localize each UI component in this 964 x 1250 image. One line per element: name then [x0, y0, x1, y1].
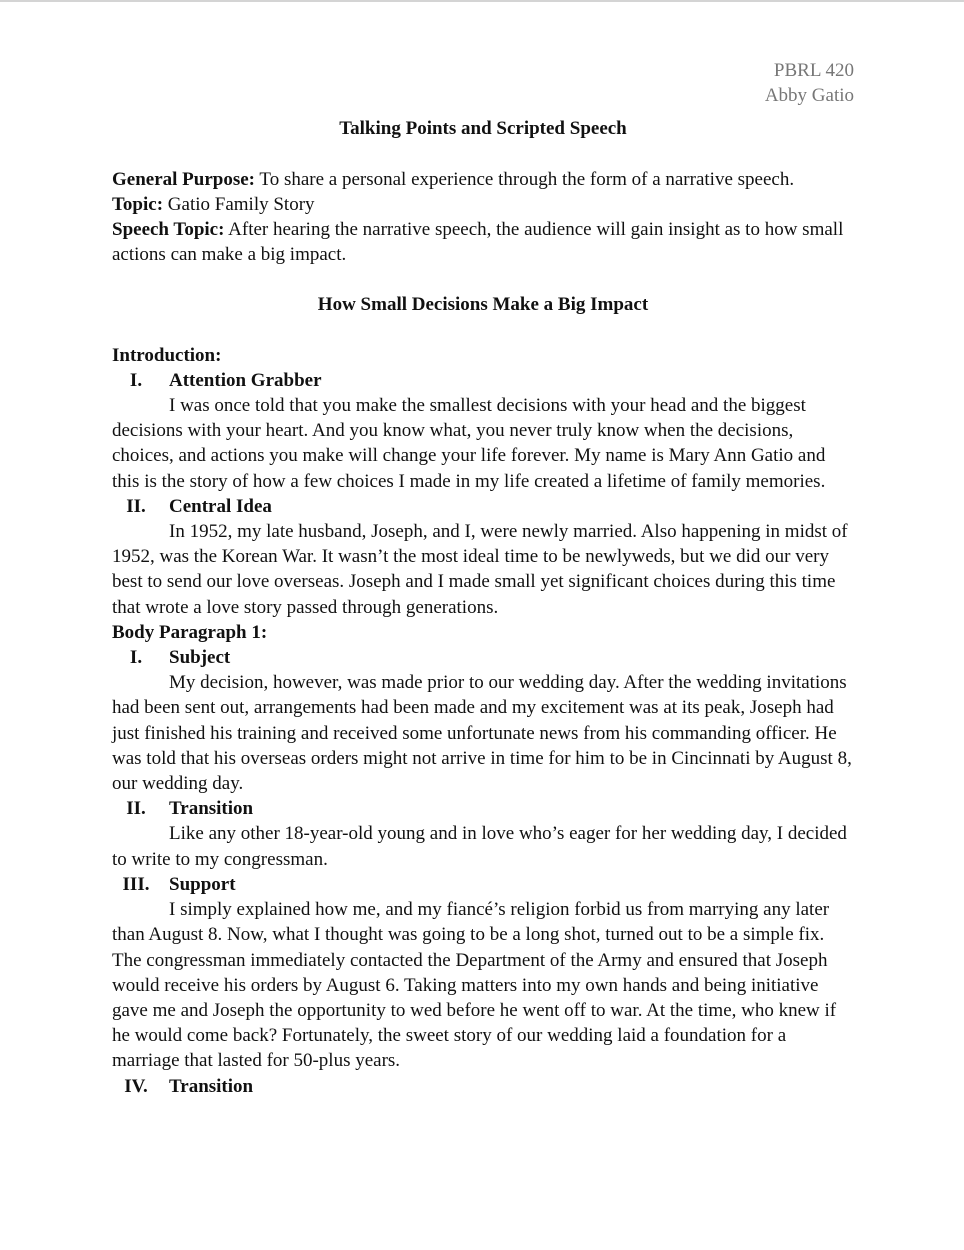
outline-paragraph: I was once told that you make the smallest decisions with your head and the biggest decisions with your heart. And you know what, you never truly know when the decisions, choices, and actions you make will change your life forever. My name is Mary Ann Gatio and this is the story of how a few choices I made in my life created a lifetime of family memories.: [112, 395, 826, 492]
outline-paragraph: My decision, however, was made prior to our wedding day. After the wedding invitations had been sent out, arrangements had been made and my excitement was at its peak, Joseph had just finished his training and received some unfortunate news from his commanding officer. He was told that his overseas orders might not arrive in time for him to be in Cincinnati by August 8, our wedding day.: [112, 672, 852, 795]
document-title: Talking Points and Scripted Speech: [339, 118, 627, 140]
outline-label: Transition: [169, 798, 254, 820]
document-page: [112, 58, 854, 1099]
outline-label: Subject: [169, 647, 231, 669]
outline-number: I.: [129, 647, 143, 669]
outline-label: Attention Grabber: [169, 369, 322, 391]
spacer: [112, 318, 854, 343]
topic-text: Gatio Family Story: [163, 193, 315, 215]
general-purpose-text: To share a personal experience through the form of a narrative speech.: [255, 168, 795, 190]
general-purpose-label: General Purpose:: [112, 168, 256, 190]
outline-number: IV.: [124, 1075, 148, 1097]
outline-item: [112, 494, 854, 519]
outline-item: [112, 796, 854, 821]
spacer: [112, 267, 854, 292]
page-top-border: [0, 0, 964, 2]
header-block: [112, 58, 854, 108]
outline-paragraph: I simply explained how me, and my fiancé’s religion forbid us from marrying any later than August 8. Now, what I thought was going to be a long shot, turned out to be a simple fix. The congressman immediately contacted the Department of the Army and ensured that Joseph would receive his orders by August 6. Taking matters into my own hands and being initiative gave me and Joseph the opportunity to wed before he went off to war. At the time, who knew if he would come back? Fortunately, the sweet story of our wedding laid a foundation for a marriage that lasted for 50-plus years.: [112, 899, 837, 1072]
topic: [112, 192, 854, 217]
general-purpose: [112, 167, 854, 192]
body-paragraph-heading: Body Paragraph 1:: [112, 621, 268, 643]
topic-label: Topic:: [112, 193, 164, 215]
outline-paragraph: In 1952, my late husband, Joseph, and I, were newly married. Also happening in midst of 1952, was the Korean War. It wasn’t the most ideal time to be newlyweds, but we did our very best to send our love overseas. Joseph and I made small yet significant choices during this time that wrote a love story passed through generations.: [112, 521, 848, 618]
outline-item: [112, 872, 854, 897]
outline-label: Support: [169, 873, 236, 895]
speech-topic: [112, 217, 854, 267]
outline-item: [112, 1074, 854, 1099]
outline-number: III.: [122, 873, 150, 895]
outline-label: Central Idea: [169, 495, 272, 517]
outline-number: I.: [129, 369, 143, 391]
speech-topic-text: After hearing the narrative speech, the audience will gain insight as to how small actions can make a big impact.: [112, 219, 844, 266]
outline-label: Transition: [169, 1075, 254, 1097]
introduction-heading: Introduction:: [112, 344, 222, 366]
spacer: [112, 142, 854, 167]
author-name: Abby Gatio: [764, 85, 854, 107]
speech-title: How Small Decisions Make a Big Impact: [317, 294, 649, 316]
speech-topic-label: Speech Topic:: [112, 219, 225, 241]
course-code: PBRL 420: [773, 60, 854, 81]
outline-item: [112, 645, 854, 670]
outline-item: [112, 368, 854, 393]
outline-number: II.: [126, 798, 146, 820]
outline-paragraph: Like any other 18-year-old young and in love who’s eager for her wedding day, I decided to write to my congressman.: [112, 823, 847, 870]
outline-number: II.: [126, 495, 146, 517]
